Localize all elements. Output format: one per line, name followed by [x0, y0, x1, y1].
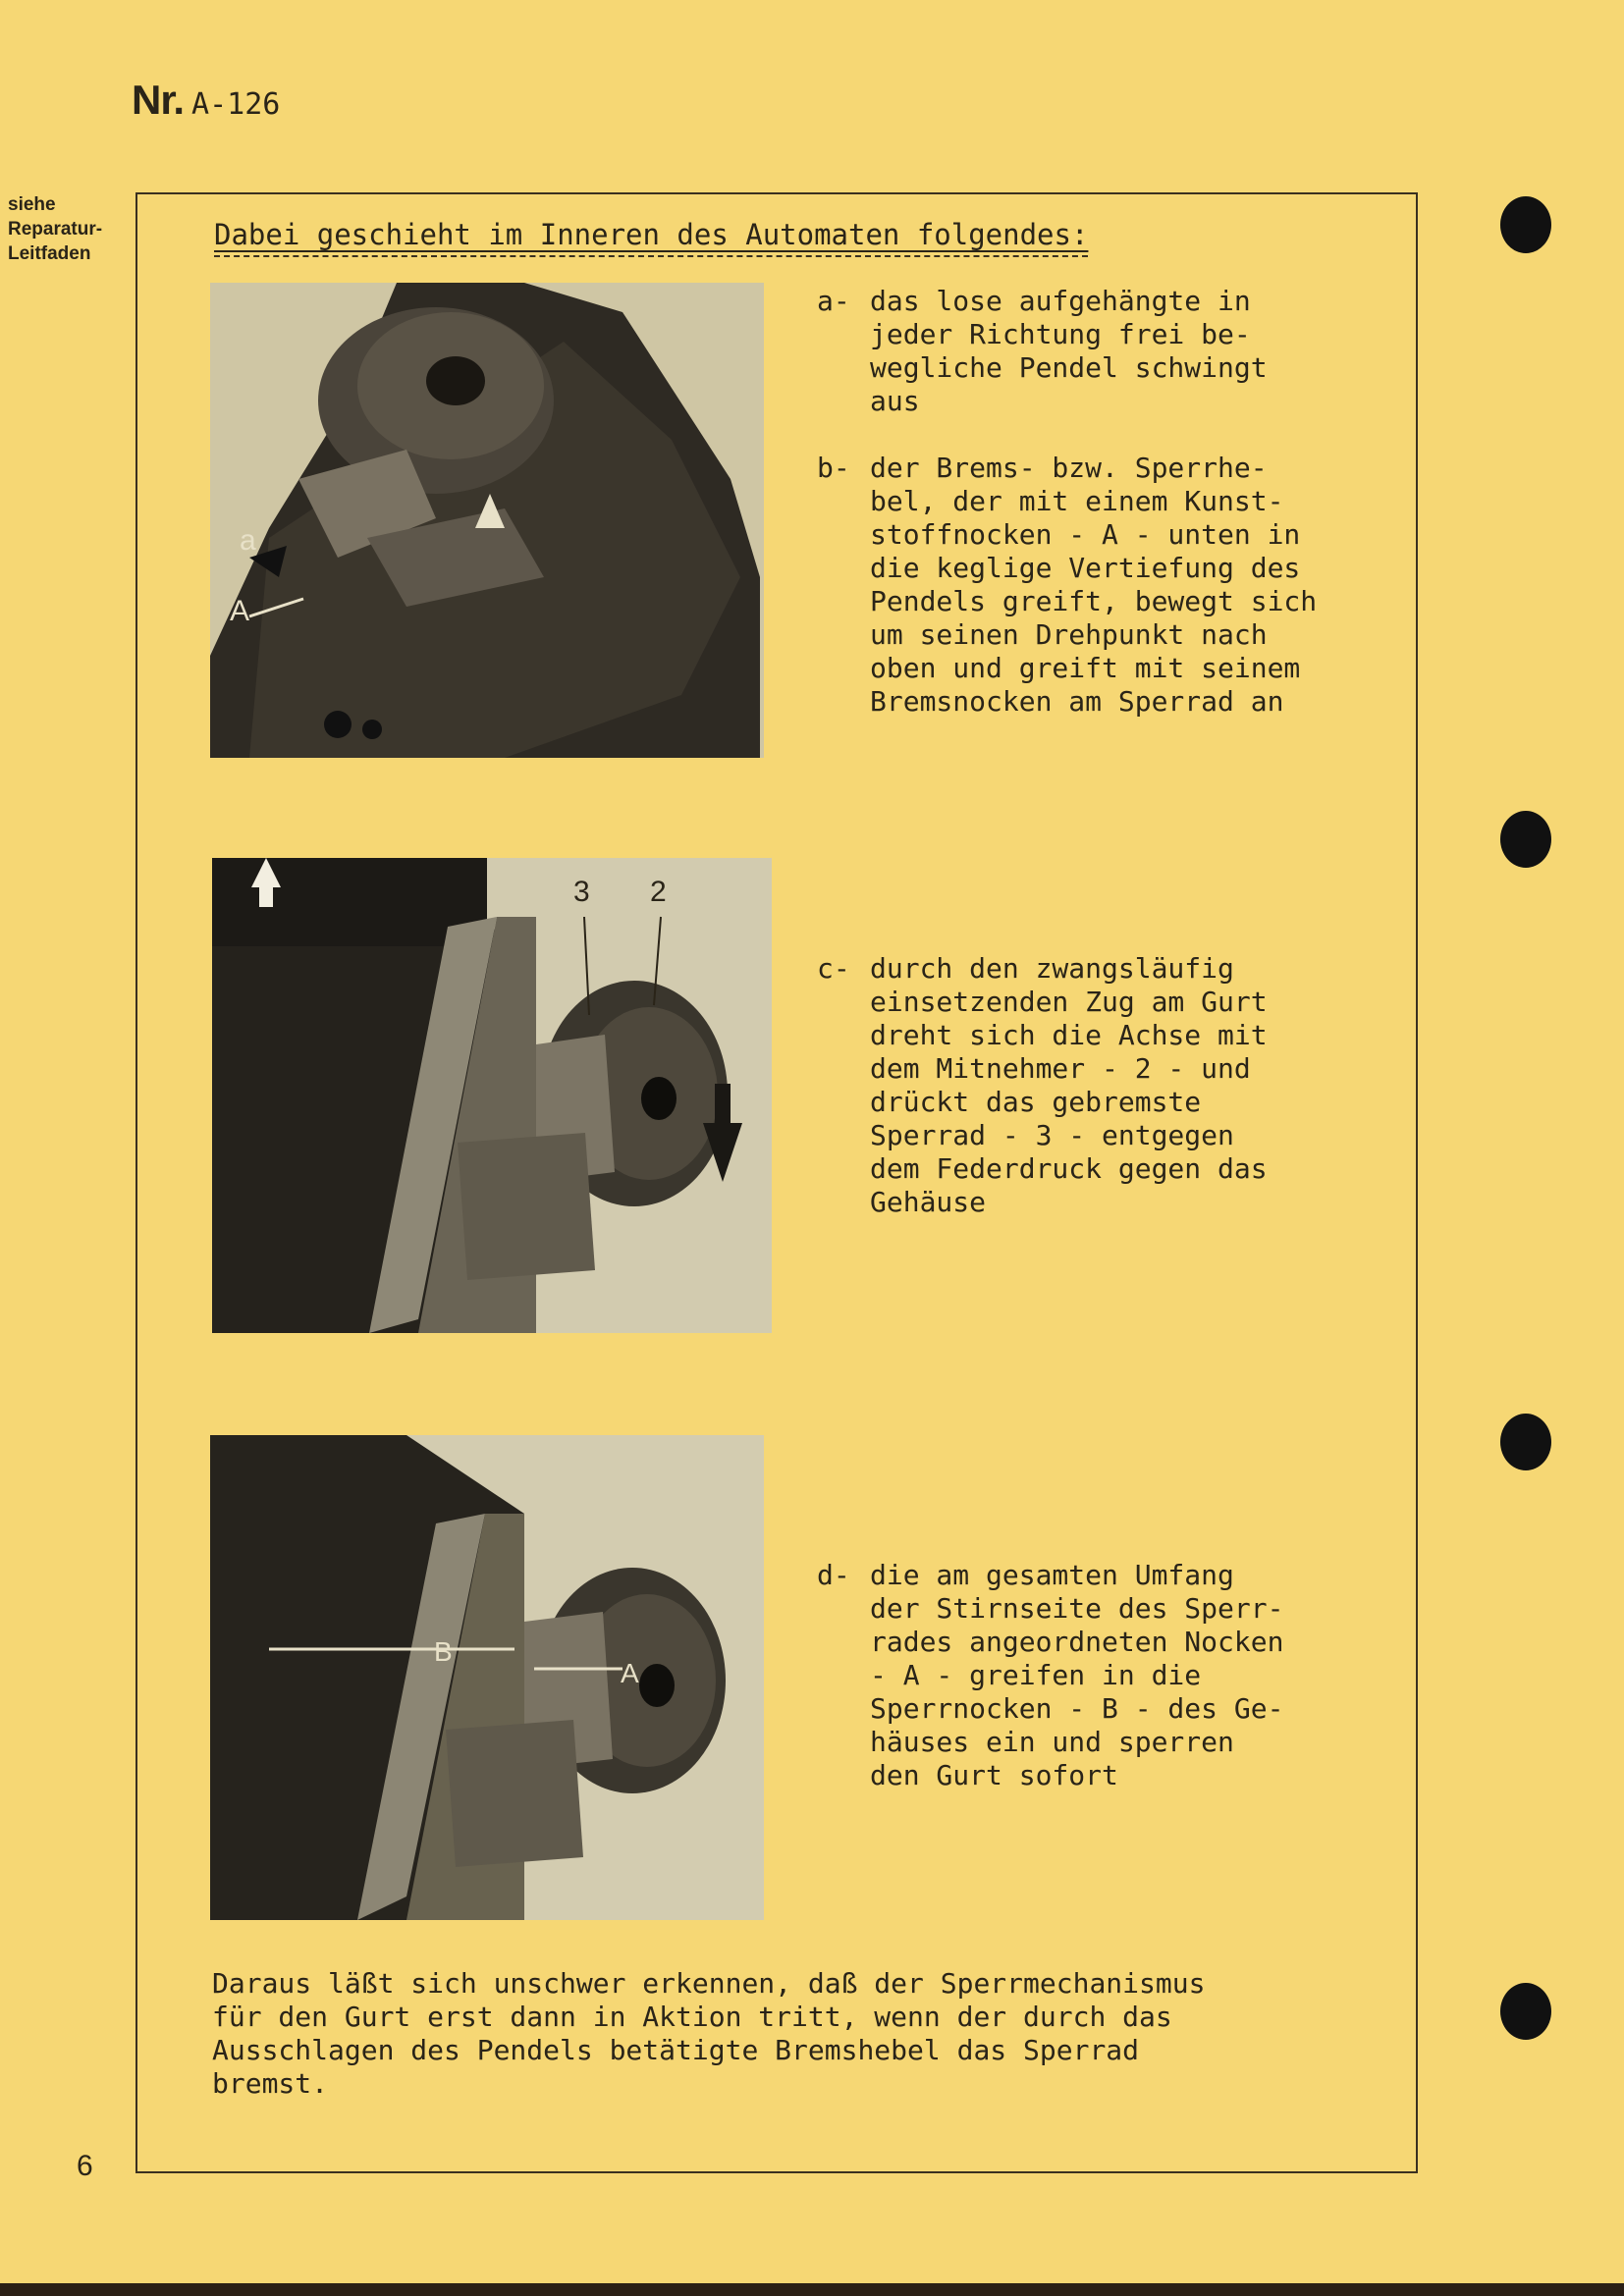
step-b-text: der Brems- bzw. Sperrhe- bel, der mit einem Kunst- stoffnocken - A - unten in die keglige Vertiefung des Pendels greift, bewegt sich um seinen Drehpunkt nach oben und greift mit seinem Bremsnocken am Sperrad an	[870, 452, 1318, 718]
punch-hole	[1500, 811, 1551, 868]
photo1-label-A: A	[230, 595, 250, 627]
photo-ratchet-wheel	[212, 858, 772, 1333]
step-a-text: das lose aufgehängte in jeder Richtung frei be- wegliche Pendel schwingt aus	[870, 285, 1268, 417]
step-d	[817, 1559, 1367, 1792]
step-c-text: durch den zwangsläufig einsetzenden Zug am Gurt dreht sich die Achse mit dem Mitnehmer - 2 - und drückt das gebremste Sperrad - 3 - entgegen dem Federdruck gegen das Gehäuse	[870, 952, 1268, 1218]
step-a	[817, 285, 1367, 418]
photo2-label-3: 3	[573, 876, 590, 908]
step-c-letter: c-	[817, 952, 850, 985]
summary-paragraph: Daraus läßt sich unschwer erkennen, daß der Sperrmechanismus für den Gurt erst dann in Aktion tritt, wenn der durch das Ausschlagen des Pendels betätigte Bremshebel das Sperrad bremst.	[212, 1967, 1206, 2100]
step-b-letter: b-	[817, 452, 850, 484]
photo-pendulum-mechanism	[210, 283, 764, 758]
photo3-label-A: A	[621, 1658, 639, 1688]
section-heading	[214, 218, 1088, 251]
step-d-letter: d-	[817, 1559, 850, 1591]
page-number: 6	[77, 2150, 93, 2182]
step-d-text: die am gesamten Umfang der Stirnseite des Sperr- rades angeordneten Nocken - A - greifen in die Sperrnocken - B - des Ge- häuses ein und sperren den Gurt sofort	[870, 1559, 1284, 1791]
photo2-label-2: 2	[650, 876, 667, 908]
section-heading-text: Dabei geschieht im Inneren des Automaten folgendes:	[214, 218, 1088, 257]
punch-hole	[1500, 1983, 1551, 2040]
step-c	[817, 952, 1367, 1219]
photo3-label-B: B	[434, 1636, 453, 1667]
doc-code: A-126	[191, 87, 281, 122]
scan-edge	[0, 2283, 1624, 2296]
side-note: siehe Reparatur- Leitfaden	[8, 194, 103, 264]
photo-locking-cams	[210, 1435, 764, 1920]
photo1-label-a: a	[240, 524, 256, 557]
punch-hole	[1500, 1414, 1551, 1470]
document-number	[132, 77, 280, 124]
step-a-letter: a-	[817, 285, 850, 317]
step-b	[817, 452, 1367, 719]
punch-hole	[1500, 196, 1551, 253]
nr-label: Nr.	[132, 77, 185, 123]
